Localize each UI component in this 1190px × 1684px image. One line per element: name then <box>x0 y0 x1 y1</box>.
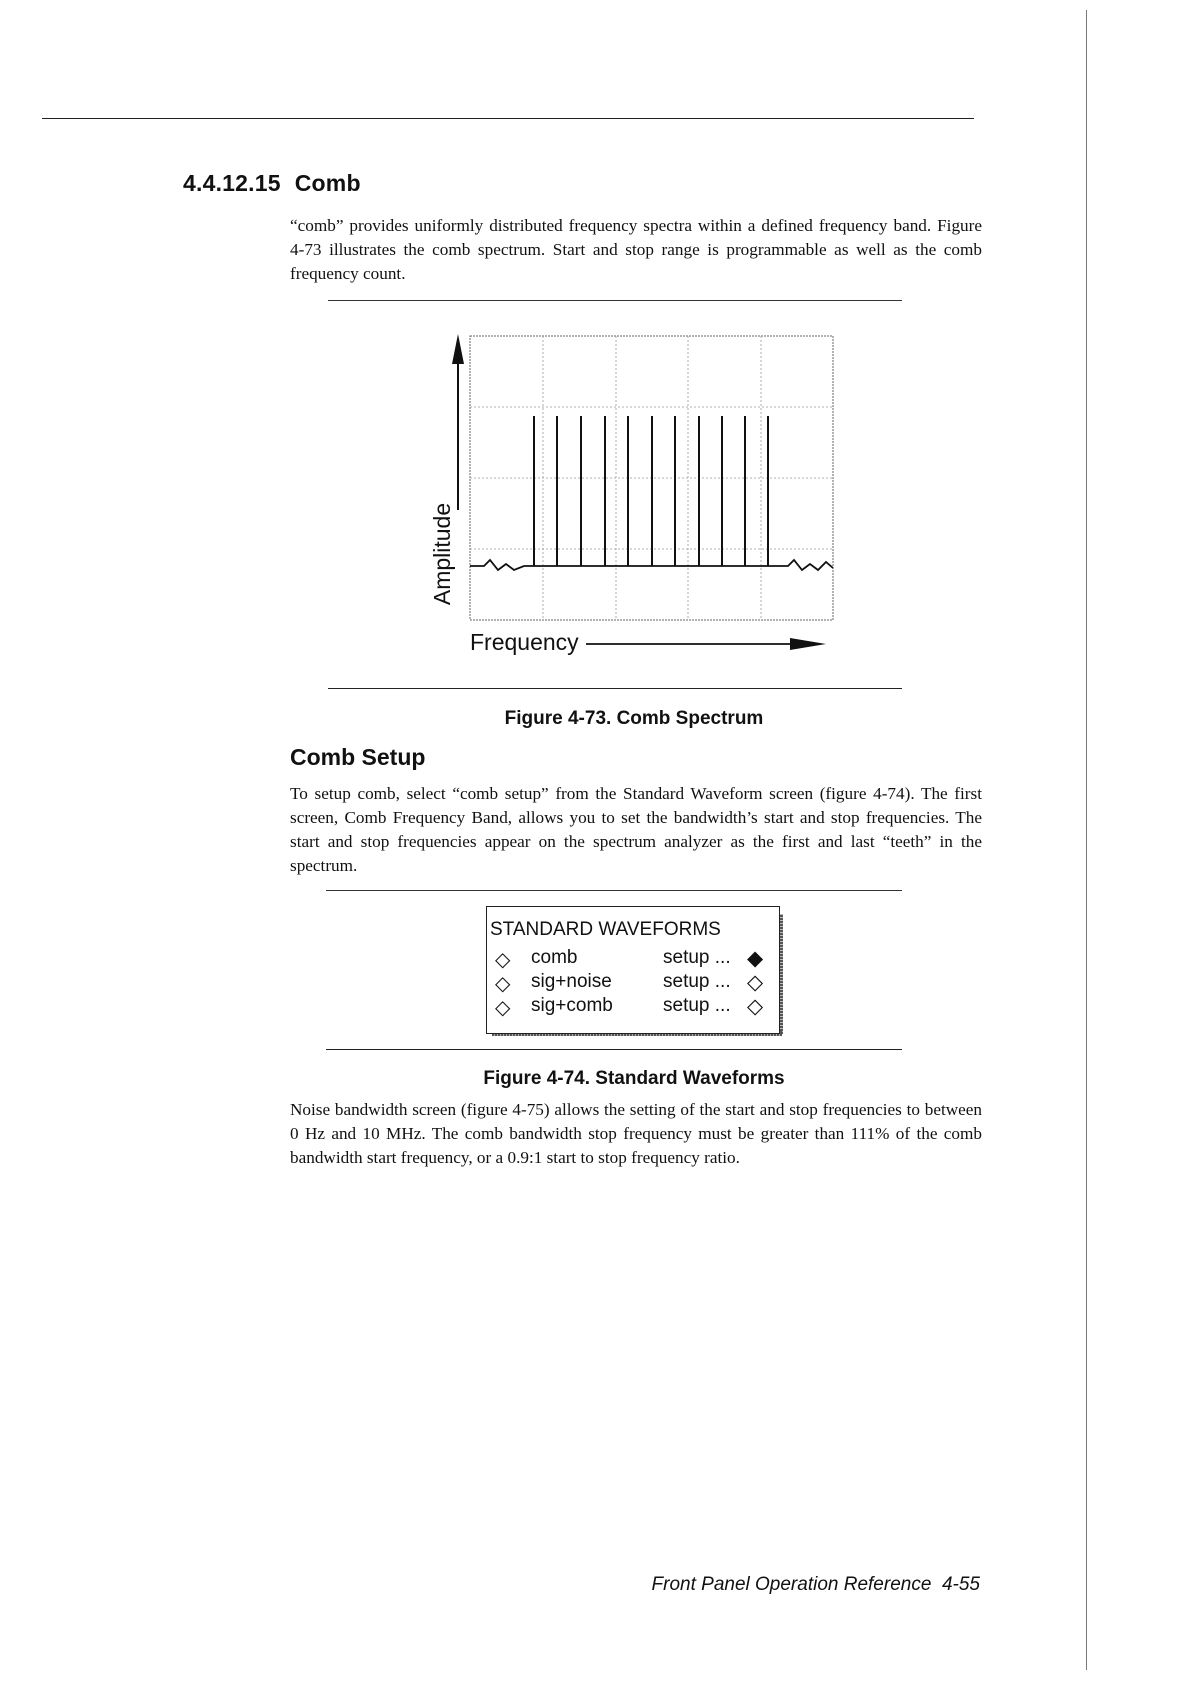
comb-spectrum-figure <box>390 320 860 660</box>
footer-label: Front Panel Operation Reference <box>651 1574 932 1595</box>
frequency-arrowhead <box>790 638 826 650</box>
frequency-label: Frequency <box>470 629 579 655</box>
comb-teeth <box>534 416 768 566</box>
amplitude-label: Amplitude <box>429 502 455 606</box>
section-heading <box>183 170 361 197</box>
section-number: 4.4.12.15 <box>183 170 281 196</box>
figure-74-bottom-rule <box>326 1049 902 1050</box>
figure-73-bottom-rule <box>328 688 902 689</box>
figure-74-caption: Figure 4-74. Standard Waveforms <box>483 1068 785 1089</box>
standard-waveforms-menu <box>486 906 780 1034</box>
amplitude-arrowhead <box>452 334 464 364</box>
noise-floor-left <box>470 560 534 570</box>
header-rule <box>42 118 974 119</box>
menu-item-label: sig+noise <box>531 971 612 992</box>
noise-floor-right <box>768 560 833 570</box>
radio-diamond-icon[interactable]: ◇ <box>495 997 511 1019</box>
figure-73-top-rule <box>328 300 902 301</box>
page-number: 4-55 <box>941 1574 980 1595</box>
menu-row-sig-comb[interactable] <box>495 995 771 1019</box>
menu-row-sig-noise[interactable] <box>495 971 771 995</box>
comb-setup-heading: Comb Setup <box>290 744 426 770</box>
figure-74-top-rule <box>326 890 902 891</box>
menu-item-label: comb <box>531 947 578 968</box>
selected-diamond-icon[interactable]: ◆ <box>747 947 764 970</box>
noise-paragraph: Noise bandwidth screen (figure 4-75) allows the setting of the start and stop frequencies to between 0 Hz and 10 MHz. The comb bandwidth stop frequency must be greater than 111% of the comb bandwidth start frequency, or a 0.9:1 start to stop frequency ratio. <box>290 1100 982 1167</box>
setup-link[interactable]: setup ... <box>663 947 731 968</box>
figure-73-caption: Figure 4-73. Comb Spectrum <box>504 708 764 729</box>
menu-title: STANDARD WAVEFORMS <box>490 919 721 940</box>
radio-diamond-icon[interactable]: ◇ <box>495 949 511 971</box>
setup-link[interactable]: setup ... <box>663 995 731 1016</box>
menu-item-label: sig+comb <box>531 995 613 1016</box>
radio-diamond-icon[interactable]: ◇ <box>495 973 511 995</box>
setup-link[interactable]: setup ... <box>663 971 731 992</box>
diamond-icon[interactable]: ◇ <box>747 971 764 994</box>
menu-row-comb[interactable] <box>495 947 771 971</box>
intro-paragraph: “comb” provides uniformly distributed frequency spectra within a defined frequency band. Figure 4-73 illustrates the comb spectrum. Start and stop range is programmable as well as the comb frequency count. <box>290 216 982 283</box>
page-edge-line <box>1086 10 1087 1670</box>
section-title: Comb <box>294 170 361 196</box>
page-footer <box>600 1574 980 1596</box>
diamond-icon[interactable]: ◇ <box>747 995 764 1018</box>
setup-paragraph: To setup comb, select “comb setup” from the Standard Waveform screen (figure 4-74). The first screen, Comb Frequency Band, allows you to set the bandwidth’s start and stop frequencies. The start and stop frequencies appear on the spectrum analyzer as the first and last “teeth” in the spectrum. <box>290 784 982 875</box>
